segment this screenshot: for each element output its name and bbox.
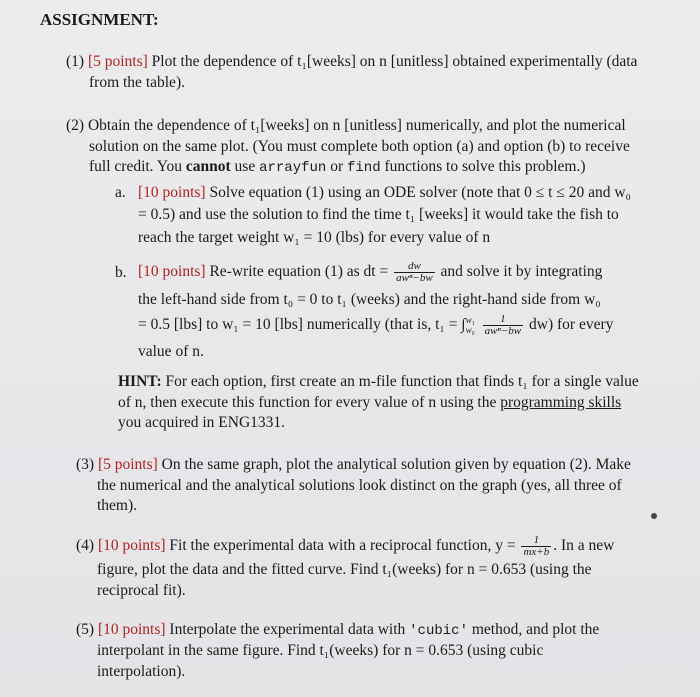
hint-line-1: HINT: For each option, first create an m-file function that finds t₁ for a single value [118, 373, 639, 390]
q5-points: [10 points] [97, 621, 166, 638]
question-1-line-1: (1) [5 points] Plot the dependence of t₁[weeks] on n [unitless] obtained experimentally (data [66, 53, 638, 70]
question-5-line-1: (5) [10 points] Interpolate the experimental data with 'cubic' method, and plot the [76, 621, 600, 639]
assignment-heading: ASSIGNMENT: [40, 10, 159, 29]
q4-points: [10 points] [97, 537, 166, 554]
programming-skills-link[interactable]: programming skills [500, 394, 622, 411]
question-5-line-2: interpolant in the same figure. Find t₁(weeks) for n = 0.653 (using cubic [97, 642, 544, 659]
question-4-line-3: reciprocal fit). [97, 582, 186, 599]
option-b-line-3: = 0.5 [lbs] to w₁ = 10 [lbs] numerically (that is, t₁ = ∫ w₁ w₀ $\frac{1}{\text{awⁿ−bw}}$ dw) for every [138, 312, 614, 337]
question-5-line-3: interpolation). [97, 663, 186, 680]
option-a-line-2: = 0.5) and use the solution to find the time t₁ [weeks] it would take the fish to [138, 206, 619, 223]
dt-fraction: $\frac{dw}{\text{awⁿ−bw}}$ [396, 259, 433, 284]
reciprocal-fraction: $\frac{1}{mx+b}$ [523, 533, 550, 558]
question-2-line-1: (2) Obtain the dependence of t₁[weeks] on n [unitless] numerically, and plot the numerical [66, 117, 626, 134]
q1-points: [5 points] [87, 53, 148, 70]
question-3-line-3: them). [97, 497, 138, 514]
question-3-line-2: the numerical and the analytical solutions look distinct on the graph (yes, all three of [97, 477, 622, 494]
cursor-dot [651, 513, 657, 519]
option-b-line-1: [10 points] Re-write equation (1) as dt = $\frac{dw}{\text{awⁿ−bw}}$ and solve it by integrating [138, 259, 603, 284]
question-2-line-3: full credit. You cannot use arrayfun or find functions to solve this problem.) [89, 158, 586, 176]
question-2-line-2: solution on the same plot. (You must complete both option (a) and option (b) to receive [89, 138, 630, 155]
option-b-points: [10 points] [138, 263, 206, 280]
q3-points: [5 points] [97, 456, 158, 473]
code-arrayfun: arrayfun [259, 160, 327, 176]
hint-line-2: of n, then execute this function for every value of n using the programming skills [118, 394, 622, 411]
code-find: find [346, 160, 381, 176]
hint-line-3: you acquired in ENG1331. [118, 414, 286, 431]
question-4-line-1: (4) [10 points] Fit the experimental data with a reciprocal function, y = $\frac{1}{mx+b}$ . In a new [76, 533, 615, 558]
option-a-label: a. [115, 184, 126, 201]
option-a-line-1: [10 points] Solve equation (1) using an ODE solver (note that 0 ≤ t ≤ 20 and w₀ [138, 184, 631, 201]
option-b-label: b. [115, 264, 127, 281]
question-4-line-2: figure, plot the data and the fitted curve. Find t₁(weeks) for n = 0.653 (using the [97, 561, 592, 578]
question-3-line-1: (3) [5 points] On the same graph, plot the analytical solution given by equation (2). Make [76, 456, 631, 473]
option-b-line-4: value of n. [138, 343, 204, 360]
question-1-line-2: from the table). [89, 74, 185, 91]
option-a-line-3: reach the target weight w₁ = 10 (lbs) for every value of n [138, 229, 491, 246]
option-a-points: [10 points] [138, 184, 206, 201]
option-b-line-2: the left-hand side from t₀ = 0 to t₁ (weeks) and the right-hand side from w₀ [138, 291, 601, 308]
integrand-fraction: $\frac{1}{\text{awⁿ−bw}}$ [484, 312, 522, 337]
code-cubic: 'cubic' [409, 623, 468, 639]
